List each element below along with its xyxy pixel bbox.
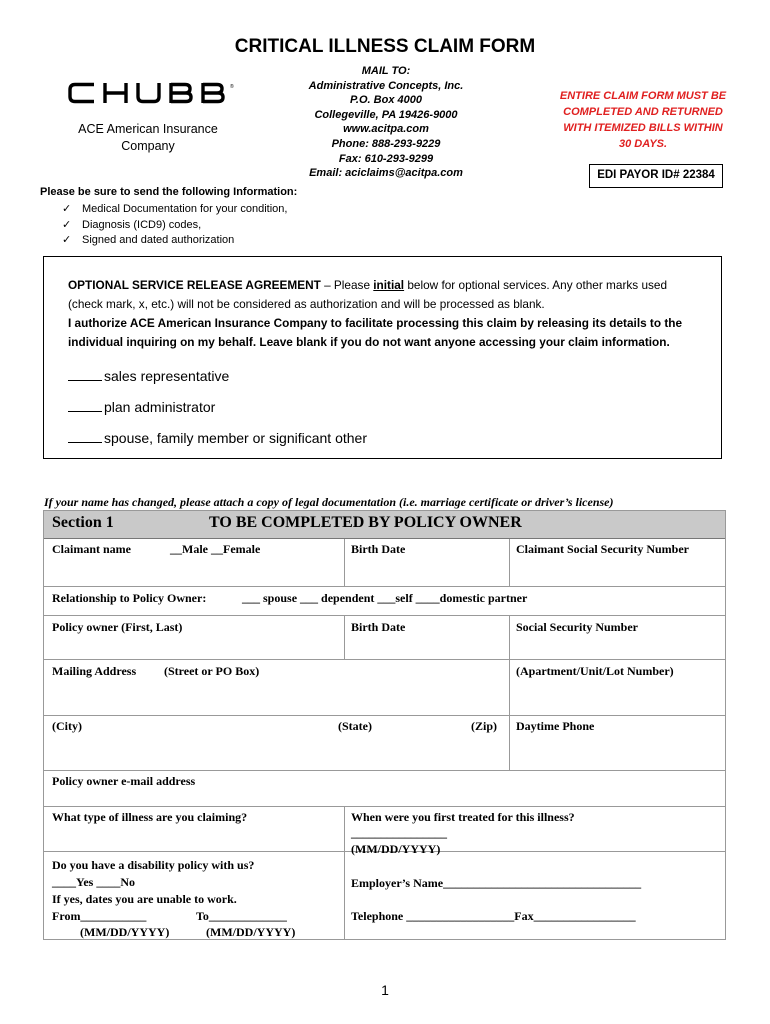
initial-blank[interactable]: [68, 380, 102, 381]
info-list: [62, 202, 287, 249]
daytime-phone-label: Daytime Phone: [516, 719, 595, 733]
to-format-label: (MM/DD/YYYY): [206, 925, 296, 939]
release-agreement-box: [43, 256, 722, 459]
mail-to-web: www.acitpa.com: [343, 123, 429, 136]
list-item: ✓ Signed and dated authorization: [62, 233, 287, 249]
zip-label: (Zip): [471, 719, 498, 733]
to-date-field[interactable]: To_____________: [196, 909, 287, 923]
mail-to-phone: Phone: 888-293-9229: [331, 137, 441, 150]
disability-question: Do you have a disability policy with us?: [52, 858, 255, 872]
edi-payor-id: EDI PAYOR ID# 22384: [589, 164, 723, 188]
section-label: Section 1: [52, 514, 114, 531]
telephone-fax-field[interactable]: Telephone __________________Fax_________________: [351, 909, 636, 923]
release-heading: OPTIONAL SERVICE RELEASE AGREEMENT: [68, 278, 321, 292]
release-option-sales: sales representative: [68, 361, 697, 392]
list-item: ✓ Diagnosis (ICD9) codes,: [62, 218, 287, 234]
relationship-label: Relationship to Policy Owner:: [52, 591, 207, 605]
from-format-label: (MM/DD/YYYY): [80, 925, 170, 939]
employer-name-field[interactable]: Employer’s Name_________________________________: [351, 876, 642, 890]
gender-options[interactable]: __Male __Female: [170, 542, 261, 556]
section-header: [44, 511, 725, 539]
initial-word: initial: [373, 278, 405, 292]
mail-to-email: Email: aciclaims@acitpa.com: [309, 167, 463, 180]
registered-mark: ®: [230, 84, 234, 90]
check-icon: ✓: [62, 218, 72, 231]
from-date-field[interactable]: From___________: [52, 909, 147, 923]
check-icon: ✓: [62, 203, 72, 215]
mail-to-block: [296, 64, 476, 181]
mail-to-label: MAIL TO:: [361, 65, 411, 77]
claimant-ssn-label: Claimant Social Security Number: [516, 542, 689, 556]
info-title: Please be sure to send the following Information:: [40, 186, 298, 198]
chubb-logo: [68, 82, 244, 104]
first-treated-label: When were you first treated for this illness?: [351, 810, 575, 824]
mailing-address-label: Mailing Address: [52, 664, 137, 678]
deadline-notice: ENTIRE CLAIM FORM MUST BE COMPLETED AND RETURNED WITH ITEMIZED BILLS WITHIN 30 DAYS.: [559, 90, 727, 150]
claimant-name-label: Claimant name: [52, 542, 131, 556]
birth-date-label: Birth Date: [351, 542, 406, 556]
section-1-table: [43, 510, 726, 940]
mail-to-name: Administrative Concepts, Inc.: [308, 79, 464, 92]
first-treated-blank[interactable]: ________________: [351, 826, 447, 840]
email-label: Policy owner e-mail address: [52, 774, 196, 788]
check-icon: ✓: [62, 234, 72, 247]
list-item: ✓ Medical Documentation for your condition,: [62, 202, 287, 218]
ssn-label: Social Security Number: [516, 620, 638, 634]
relationship-options[interactable]: ___ spouse ___ dependent ___self ____domestic partner: [242, 591, 528, 605]
city-label: (City): [52, 719, 82, 733]
form-title: CRITICAL ILLNESS CLAIM FORM: [234, 36, 536, 57]
release-paragraph: OPTIONAL SERVICE RELEASE AGREEMENT – Please initial below for optional services. Any other marks used (check mark, x, etc.) will not be considered as authorization and will be processed as blank.: [68, 278, 668, 311]
page-number: 1: [381, 982, 389, 998]
dates-unable-label: If yes, dates you are unable to work.: [52, 892, 237, 906]
date-format-label: (MM/DD/YYYY): [351, 842, 441, 856]
policy-owner-label: Policy owner (First, Last): [52, 620, 183, 634]
name-change-note: If your name has changed, please attach a copy of legal documentation (i.e. marriage certificate or driver’s license): [44, 495, 614, 509]
state-label: (State): [338, 719, 372, 733]
release-authorization: I authorize ACE American Insurance Company to facilitate processing this claim by releasing its details to the individual inquiring on my behalf. Leave blank if you do not want anyone accessing your claim information.: [68, 316, 683, 349]
mail-to-city: Collegeville, PA 19426-9000: [314, 108, 458, 121]
initial-blank[interactable]: [68, 411, 102, 412]
mail-to-fax: Fax: 610-293-9299: [338, 152, 434, 165]
birth-date-2-label: Birth Date: [351, 620, 406, 634]
apartment-label: (Apartment/Unit/Lot Number): [516, 664, 674, 678]
release-option-family: spouse, family member or significant other: [68, 423, 697, 454]
initial-blank[interactable]: [68, 442, 102, 443]
release-option-plan: plan administrator: [68, 392, 697, 423]
section-title: TO BE COMPLETED BY POLICY OWNER: [209, 514, 522, 531]
illness-type-label: What type of illness are you claiming?: [52, 810, 248, 824]
chubb-logo-icon: [68, 82, 244, 104]
street-label: (Street or PO Box): [164, 664, 260, 678]
yes-no-options[interactable]: ____Yes ____No: [52, 875, 135, 889]
company-name: ACE American Insurance Company: [78, 122, 218, 153]
mail-to-po-box: P.O. Box 4000: [350, 94, 422, 107]
